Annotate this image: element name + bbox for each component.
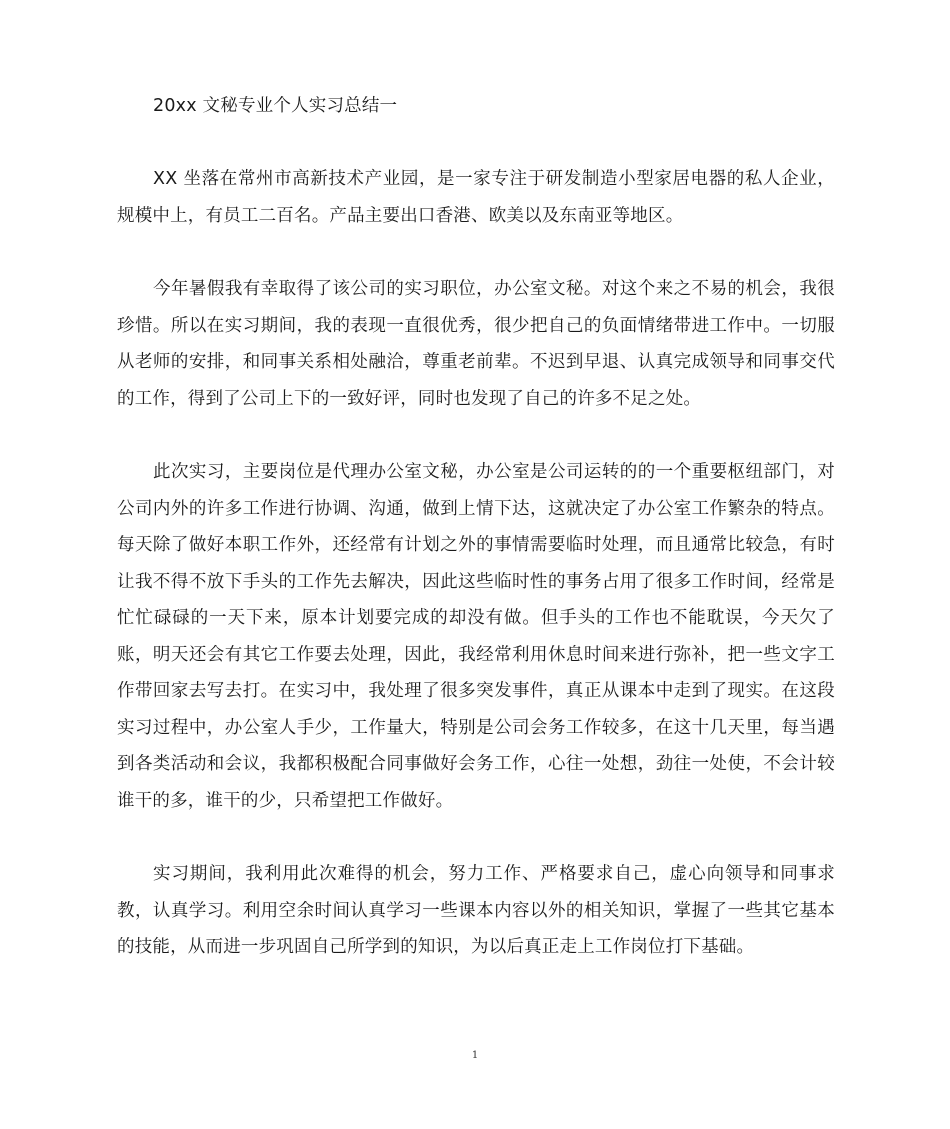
document-body (117, 91, 835, 966)
paragraph-internship-position: 今年暑假我有幸取得了该公司的实习职位，办公室文秘。对这个来之不易的机会，我很珍惜。所以在实习期间，我的表现一直很优秀，很少把自己的负面情绪带进工作中。一切服从老师的安排，和同事关系相处融洽，尊重老前辈。不迟到早退、认真完成领导和同事交代的工作，得到了公司上下的一致好评，同时也发现了自己的许多不足之处。 (117, 279, 835, 409)
paragraph-company-intro: XX 坐落在常州市高新技术产业园，是一家专注于研发制造小型家居电器的私人企业，规模中上，有员工二百名。产品主要出口香港、欧美以及东南亚等地区。 (117, 169, 835, 226)
paragraph-learning: 实习期间，我利用此次难得的机会，努力工作、严格要求自己，虚心向领导和同事求教，认真学习。利用空余时间认真学习一些课本内容以外的相关知识，掌握了一些其它基本的技能，从而进一步巩固自己所学到的知识，为以后真正走上工作岗位打下基础。 (117, 864, 835, 957)
paragraph-internship-duties: 此次实习，主要岗位是代理办公室文秘，办公室是公司运转的的一个重要枢纽部门，对公司内外的许多工作进行协调、沟通，做到上情下达，这就决定了办公室工作繁杂的特点。每天除了做好本职工作外，还经常有计划之外的事情需要临时处理，而且通常比较急，有时让我不得不放下手头的工作先去解决，因此这些临时性的事务占用了很多工作时间，经常是忙忙碌碌的一天下来，原本计划要完成的却没有做。但手头的工作也不能耽误，今天欠了账，明天还会有其它工作要去处理，因此，我经常利用休息时间来进行弥补，把一些文字工作带回家去写去打。在实习中，我处理了很多突发事件，真正从课本中走到了现实。在这段实习过程中，办公室人手少，工作量大，特别是公司会务工作较多，在这十几天里，每当遇到各类活动和会议，我都积极配合同事做好会务工作，心往一处想，劲往一处使，不会计较谁干的多，谁干的少，只希望把工作做好。 (117, 462, 835, 811)
document-title: 20xx 文秘专业个人实习总结一 (153, 96, 398, 116)
page-number: 1 (471, 1050, 479, 1061)
